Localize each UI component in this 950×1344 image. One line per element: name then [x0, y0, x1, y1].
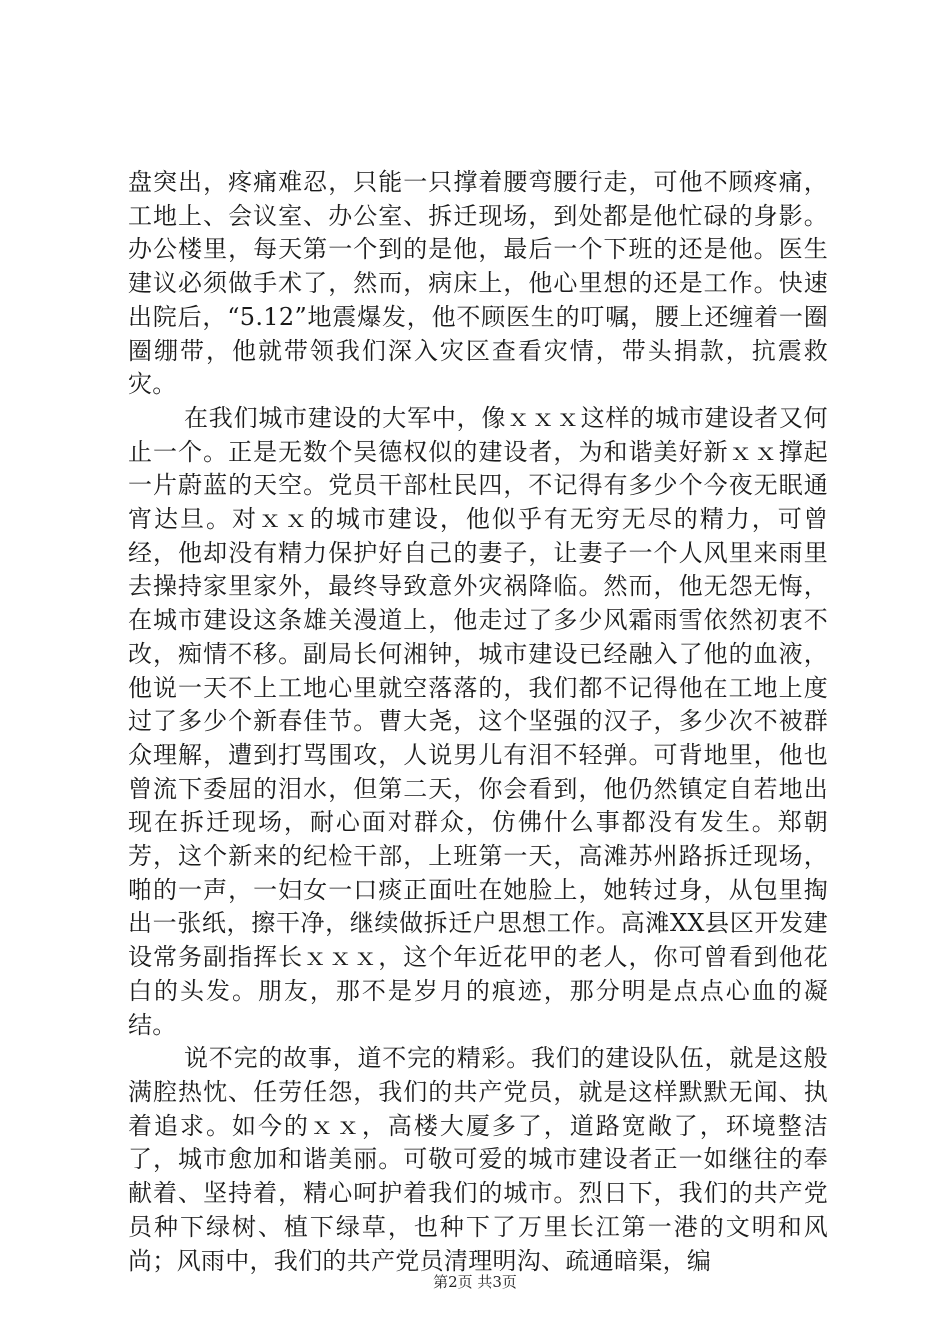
document-body: [128, 166, 828, 1278]
page-footer: 第2页 共3页: [433, 1273, 517, 1291]
paragraph-1: 盘突出，疼痛难忍，只能一只撑着腰弯腰行走，可他不顾疼痛，工地上、会议室、办公室、拆迁现场，到处都是他忙碌的身影。办公楼里，每天第一个到的是他，最后一个下班的还是他。医生建议必须做手术了，然而，病床上，他心里想的还是工作。快速出院后，“5.12”地震爆发，他不顾医生的叮嘱，腰上还缠着一圈圈绷带，他就带领我们深入灾区查看灾情，带头捐款，抗震救灾。: [128, 168, 828, 399]
paragraph-2: 在我们城市建设的大军中，像ｘｘｘ这样的城市建设者又何止一个。正是无数个吴德权似的建设者，为和谐美好新ｘｘ撑起一片蔚蓝的天空。党员干部杜民四，不记得有多少个今夜无眠通宵达旦。对ｘｘ的城市建设，他似乎有无穷无尽的精力，可曾经，他却没有精力保护好自己的妻子，让妻子一个人风里来雨里去操持家里家外，最终导致意外灾祸降临。然而，他无怨无悔，在城市建设这条雄关漫道上，他走过了多少风霜雨雪依然初衷不改，痴情不移。副局长何湘钟，城市建设已经融入了他的血液，他说一天不上工地心里就空落落的，我们都不记得他在工地上度过了多少个新春佳节。曹大尧，这个坚强的汉子，多少次不被群众理解，遭到打骂围攻，人说男儿有泪不轻弹。可背地里，他也曾流下委屈的泪水，但第二天，你会看到，他仍然镇定自若地出现在拆迁现场，耐心面对群众，仿佛什么事都没有发生。郑朝芳，这个新来的纪检干部，上班第一天，高滩苏州路拆迁现场，啪的一声，一妇女一口痰正面吐在她脸上，她转过身，从包里掏出一张纸，擦干净，继续做拆迁户思想工作。高滩XX县区开发建设常务副指挥长ｘｘｘ，这个年近花甲的老人，你可曾看到他花白的头发。朋友，那不是岁月的痕迹，那分明是点点心血的凝结。: [128, 403, 828, 1039]
paragraph-3: 说不完的故事，道不完的精彩。我们的建设队伍，就是这般满腔热忱、任劳任怨，我们的共产党员，就是这样默默无闻、执着追求。如今的ｘｘ，高楼大厦多了，道路宽敞了，环境整洁了，城市愈加和谐美丽。可敬可爱的城市建设者正一如继往的奉献着、坚持着，精心呵护着我们的城市。烈日下，我们的共产党员种下绿树、植下绿草，也种下了万里长江第一港的文明和风尚；风雨中，我们的共产党员清理明沟、疏通暗渠，编: [128, 1044, 828, 1275]
